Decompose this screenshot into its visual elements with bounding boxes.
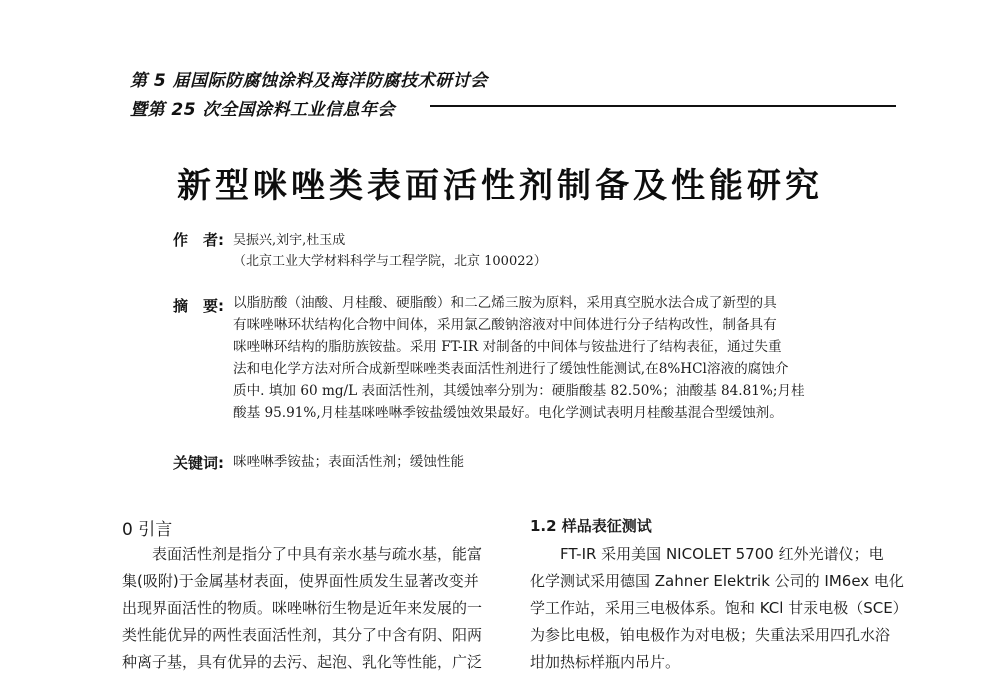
- abstract-line: 有咪唑啉环状结构化合物中间体，采用氯乙酸钠溶液对中间体进行分子结构改性，制备具有: [233, 317, 777, 333]
- authors-label: 作 者:: [173, 231, 224, 249]
- body-line: 出现界面活性的物质。咪唑啉衍生物是近年来发展的一: [122, 599, 483, 617]
- keywords: 咪唑啉季铵盐；表面活性剂；缓蚀性能: [233, 454, 465, 470]
- conference-line-2: 暨第 25 次全国涂料工业信息年会: [130, 100, 395, 120]
- section-heading-characterization: 1.2 样品表征测试: [530, 517, 652, 535]
- authors: 吴振兴,刘宇,杜玉成: [233, 233, 346, 248]
- body-line: 种离子基，具有优异的去污、起泡、乳化等性能，广泛: [122, 653, 483, 671]
- body-line: 学工作站，采用三电极体系。饱和 KCl 甘汞电极（SCE）: [530, 599, 908, 617]
- abstract-line: 质中. 填加 60 mg/L 表面活性剂，其缓蚀率分别为：硬脂酸基 82.50%；油酸基 84.81%;月桂: [233, 383, 805, 399]
- body-line: 化学测试采用德国 Zahner Elektrik 公司的 IM6ex 电化: [530, 572, 904, 590]
- abstract-label: 摘 要:: [173, 297, 224, 315]
- abstract-line: 咪唑啉环结构的脂肪族铵盐。采用 FT-IR 对制备的中间体与铵盐进行了结构表征，通过失重: [233, 339, 782, 355]
- intro-body: [122, 541, 500, 676]
- abstract-line: 以脂肪酸（油酸、月桂酸、硬脂酸）和二乙烯三胺为原料，采用真空脱水法合成了新型的具: [233, 295, 777, 311]
- abstract-line: 法和电化学方法对所合成新型咪唑类表面活性剂进行了缓蚀性能测试,在8%HCl溶液的腐蚀介: [233, 361, 789, 377]
- body-line: FT-IR 采用美国 NICOLET 5700 红外光谱仪；电: [560, 545, 884, 563]
- abstract-line: 酸基 95.91%,月桂基咪唑啉季铵盐缓蚀效果最好。电化学测试表明月桂酸基混合型缓蚀剂。: [233, 405, 783, 421]
- section-heading-intro: 0 引言: [122, 520, 173, 540]
- abstract: [233, 292, 859, 424]
- body-line: 类性能优异的两性表面活性剂，其分了中含有阴、阳两: [122, 626, 483, 644]
- keywords-label: 关键词:: [173, 454, 224, 472]
- body-line: 表面活性剂是指分了中具有亲水基与疏水基，能富: [152, 545, 483, 563]
- paper-title: 新型咪唑类表面活性剂制备及性能研究: [177, 166, 823, 206]
- body-line: 为参比电极，铂电极作为对电极；失重法采用四孔水浴: [530, 626, 891, 644]
- affiliation: （北京工业大学材料科学与工程学院，北京 100022）: [233, 254, 547, 269]
- characterization-body: [530, 541, 910, 676]
- body-line: 坩加热标样瓶内吊片。: [530, 653, 681, 671]
- conference-line-1: 第 5 届国际防腐蚀涂料及海洋防腐技术研讨会: [130, 71, 488, 91]
- body-line: 集(吸附)于金属基材表面，使界面性质发生显著改变并: [122, 572, 479, 590]
- header-rule: [430, 105, 896, 107]
